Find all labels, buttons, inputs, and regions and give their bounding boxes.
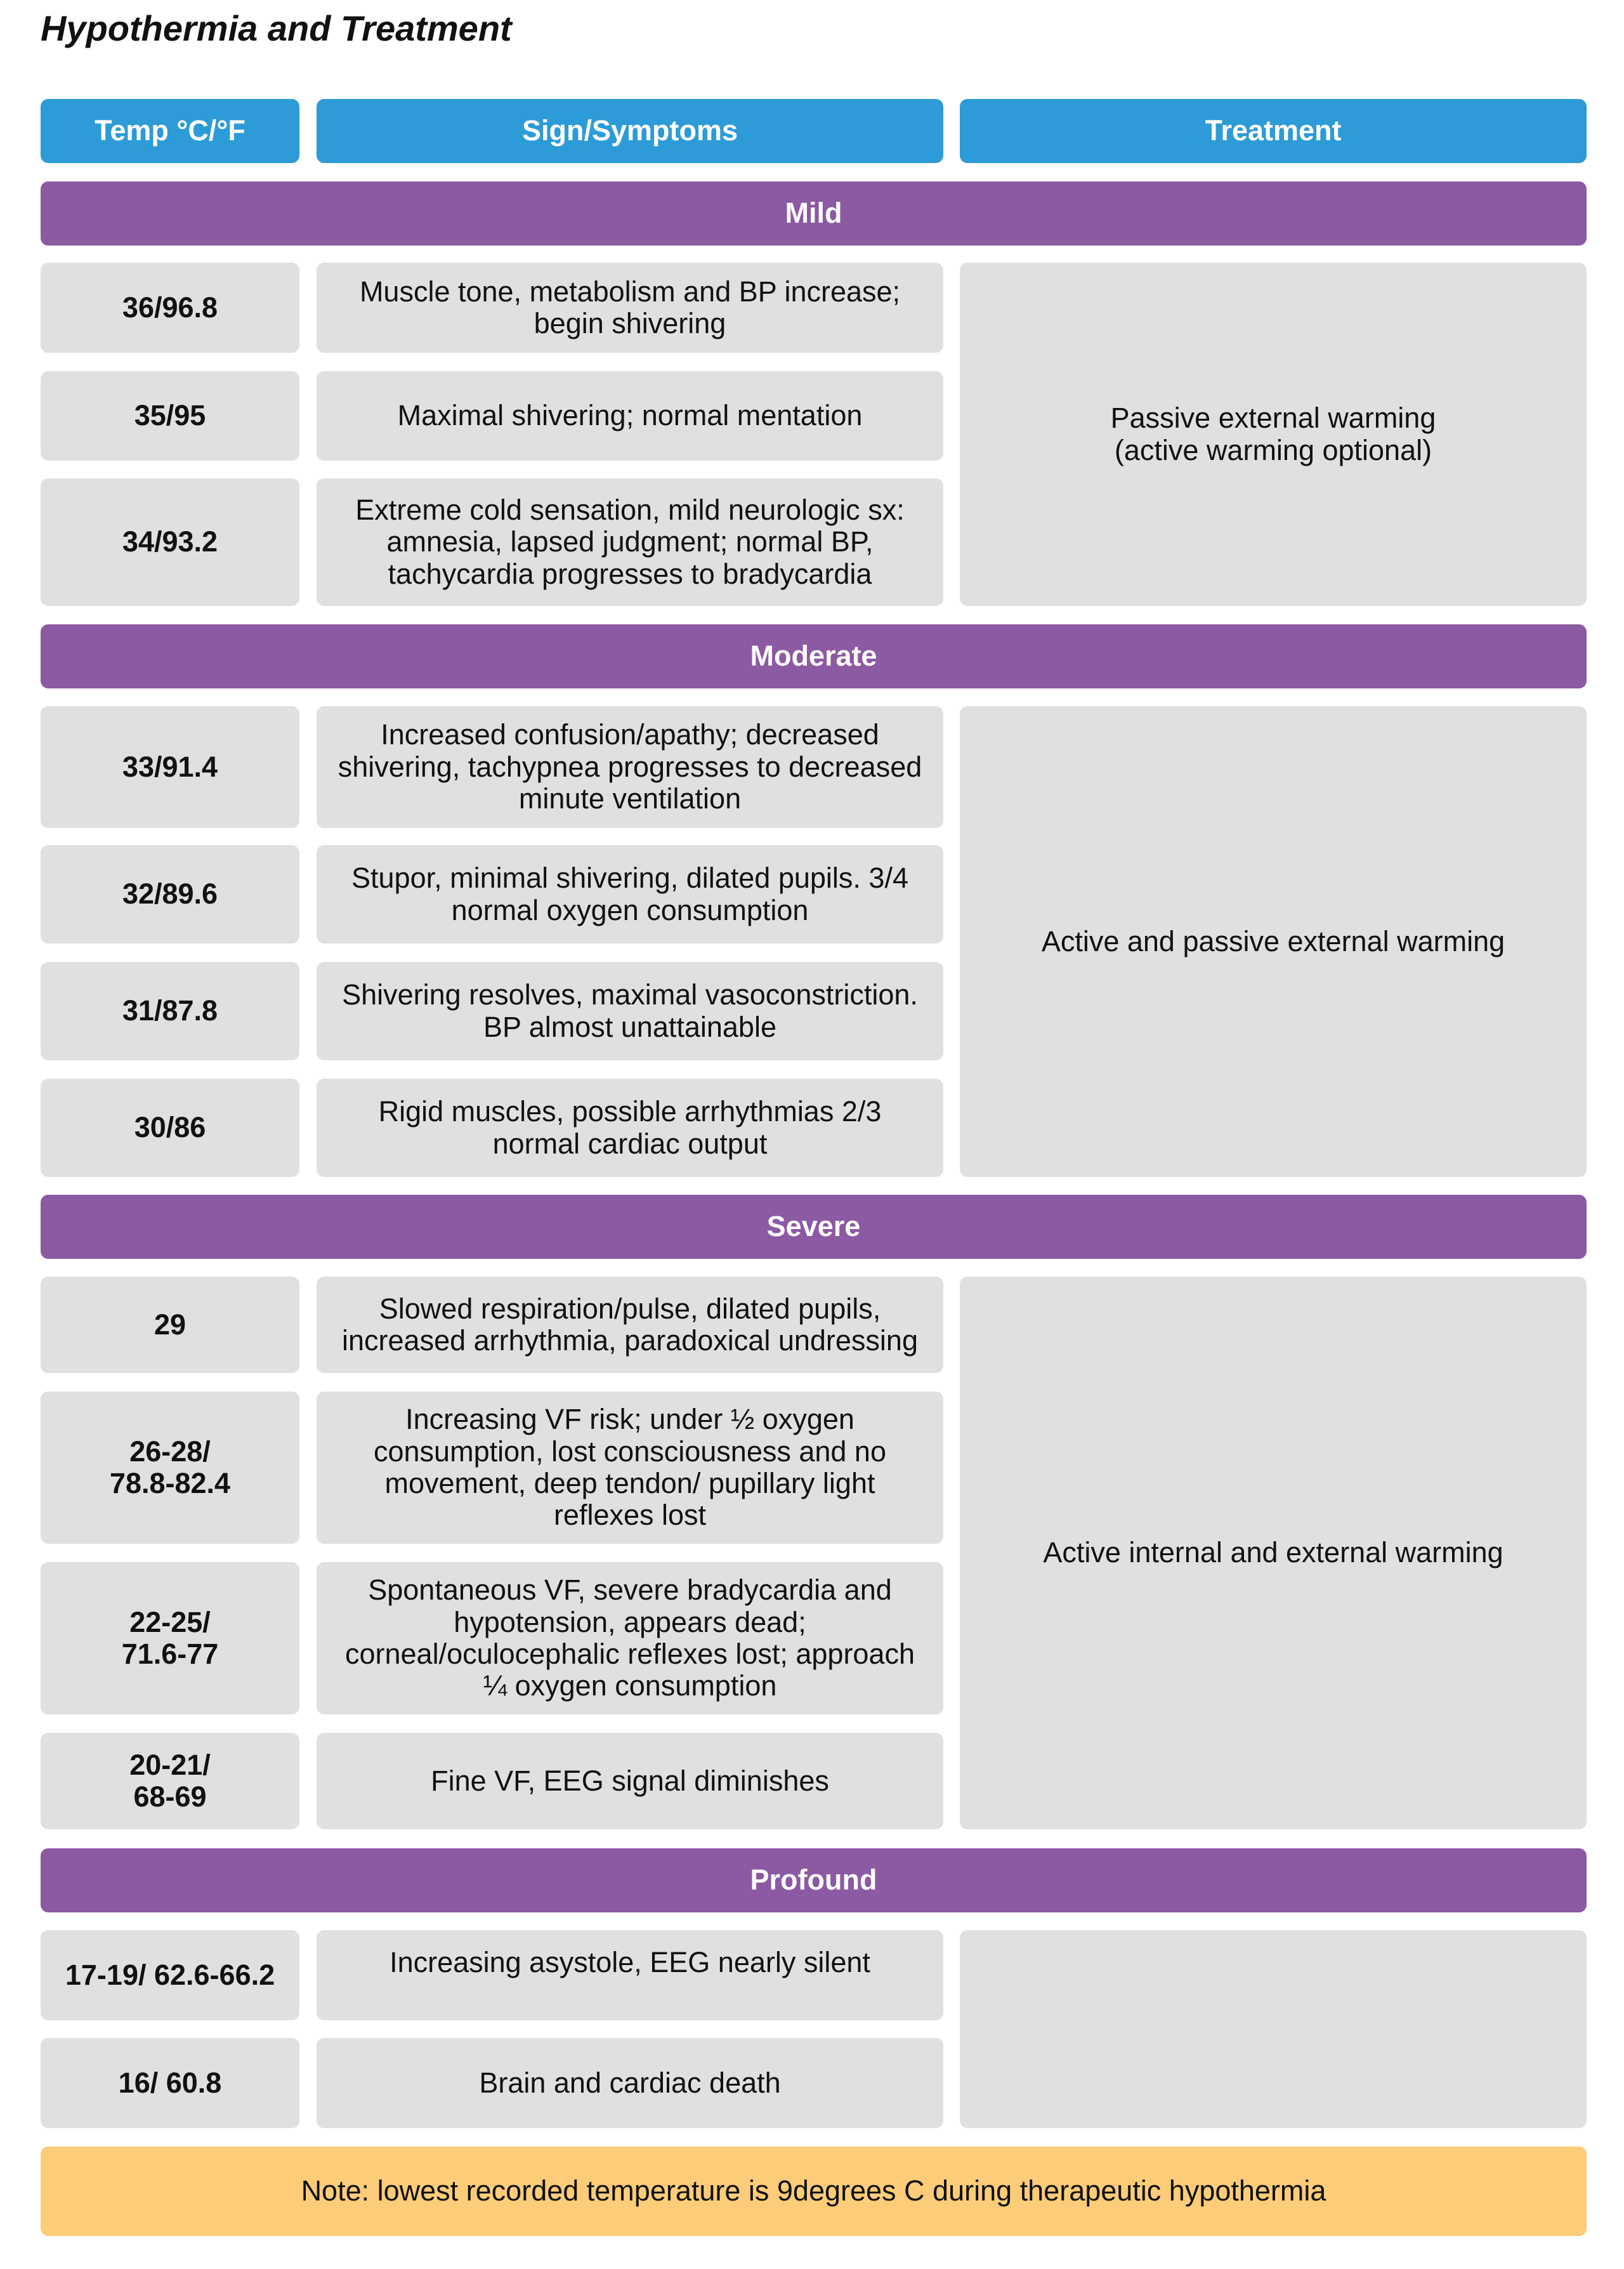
temp-cell: 29 xyxy=(41,1277,299,1373)
temp-cell: 16/ 60.8 xyxy=(41,2038,299,2128)
note-banner: Note: lowest recorded temperature is 9degrees C during therapeutic hypothermia xyxy=(41,2147,1587,2236)
symptoms-cell: Increasing VF risk; under ½ oxygen consumption, lost consciousness and no movement, deep tendon/ pupillary light reflexes lost xyxy=(317,1391,943,1544)
symptoms-cell: Muscle tone, metabolism and BP increase; begin shivering xyxy=(317,263,943,353)
symptoms-cell: Increased confusion/apathy; decreased shivering, tachypnea progresses to decreased minute ventilation xyxy=(317,706,943,828)
header-temp: Temp °C/°F xyxy=(41,99,299,163)
temp-cell: 34/93.2 xyxy=(41,478,299,606)
category-severe: Severe xyxy=(41,1195,1587,1259)
temp-cell: 30/86 xyxy=(41,1079,299,1177)
temp-cell: 17-19/ 62.6-66.2 xyxy=(41,1930,299,2020)
page-title: Hypothermia and Treatment xyxy=(41,8,512,48)
symptoms-cell: Increasing asystole, EEG nearly silent xyxy=(317,1930,943,2020)
symptoms-cell: Shivering resolves, maximal vasoconstriction. BP almost unattainable xyxy=(317,962,943,1060)
symptoms-cell: Maximal shivering; normal mentation xyxy=(317,371,943,461)
symptoms-cell: Rigid muscles, possible arrhythmias 2/3 normal cardiac output xyxy=(317,1079,943,1177)
header-symptoms: Sign/Symptoms xyxy=(317,99,943,163)
treatment-mild: Passive external warming (active warming optional) xyxy=(960,263,1587,606)
category-mild: Mild xyxy=(41,181,1587,246)
symptoms-cell: Spontaneous VF, severe bradycardia and hypotension, appears dead; corneal/oculocephalic reflexes lost; approach ¼ oxygen consumption xyxy=(317,1562,943,1714)
temp-cell: 26-28/ 78.8-82.4 xyxy=(41,1391,299,1544)
symptoms-cell: Slowed respiration/pulse, dilated pupils, increased arrhythmia, paradoxical undressing xyxy=(317,1277,943,1373)
symptoms-cell: Extreme cold sensation, mild neurologic sx: amnesia, lapsed judgment; normal BP, tachycardia progresses to bradycardia xyxy=(317,478,943,606)
treatment-severe: Active internal and external warming xyxy=(960,1277,1587,1829)
temp-cell: 32/89.6 xyxy=(41,845,299,944)
symptoms-cell: Brain and cardiac death xyxy=(317,2038,943,2128)
treatment-moderate: Active and passive external warming xyxy=(960,706,1587,1177)
treatment-profound xyxy=(960,1930,1587,2128)
temp-cell: 31/87.8 xyxy=(41,962,299,1060)
temp-cell: 33/91.4 xyxy=(41,706,299,828)
category-profound: Profound xyxy=(41,1848,1587,1912)
temp-cell: 22-25/ 71.6-77 xyxy=(41,1562,299,1714)
symptoms-cell: Stupor, minimal shivering, dilated pupils. 3/4 normal oxygen consumption xyxy=(317,845,943,944)
category-moderate: Moderate xyxy=(41,624,1587,688)
header-treatment: Treatment xyxy=(960,99,1587,163)
temp-cell: 35/95 xyxy=(41,371,299,461)
temp-cell: 36/96.8 xyxy=(41,263,299,353)
symptoms-cell: Fine VF, EEG signal diminishes xyxy=(317,1733,943,1829)
temp-cell: 20-21/ 68-69 xyxy=(41,1733,299,1829)
